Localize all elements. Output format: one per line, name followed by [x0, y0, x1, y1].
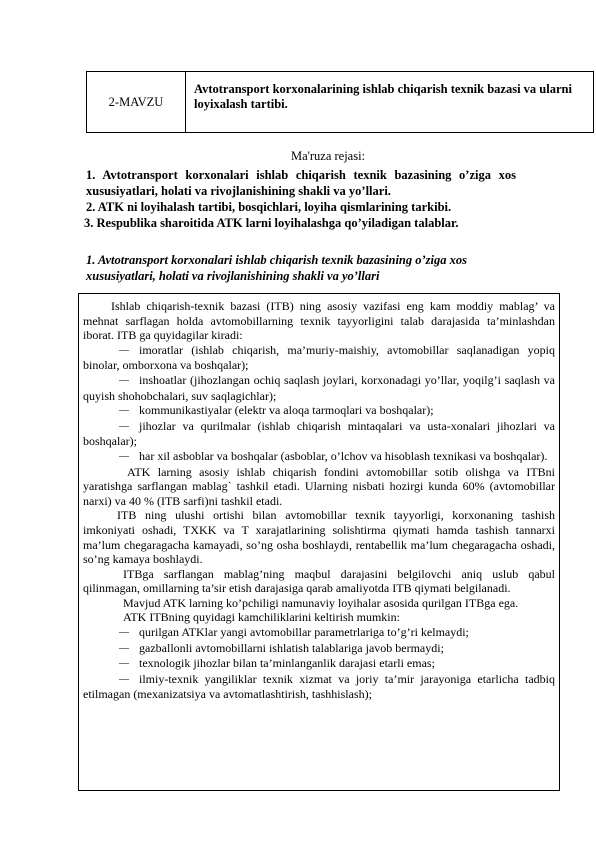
plan-title: Ma'ruza rejasi:	[290, 149, 366, 163]
topic-label: 2-MAVZU	[87, 72, 186, 132]
list-item: — jihozlar va qurilmalar (ishlab chiqarish mintaqalari va usta-xonalari jihozlari va boshqalar);	[83, 418, 555, 449]
list-item: — gazballonli avtomobillarni ishlatish talablariga javob bermaydi;	[119, 640, 444, 655]
paragraph: ITBga sarflangan mablag’ning maqbul darajasini belgilovchi aniq uslub qabul qilinmagan, omillarning ta’sir etish darajasiga qarab amaliyotda ITB qiymati belgilanadi.	[83, 566, 555, 596]
dash-bullet: —	[119, 658, 129, 670]
list-item: — kommunikastiyalar (elektr va aloqa tarmoqlari va boshqalar);	[119, 403, 434, 418]
list-item: — inshoatlar (jihozlangan ochiq saqlash joylari, korxonadagi yo’llar, yoqilg’i saqlash va quyish shohobchalari, suv saqlagichlar);	[83, 372, 555, 403]
paragraph: Ishlab chiqarish-texnik bazasi (ITB) ning asosiy vazifasi eng kam moddiy mablag’ va mehnat sarflagan holda avtomobillarning texnik tayyorligini talab darajasida ta’minlashdan iborat. ITB ga quyidagilar kiradi:	[83, 299, 555, 343]
plan-item: 3. Respublika sharoitida ATK larni loyihalashga qo’yiladigan talablar.	[84, 216, 459, 230]
section-heading: 1. Avtotransport korxonalari ishlab chiqarish texnik bazasining o’ziga xos xususiyatlari, holati va rivojlanishining shakli va yo’llari	[86, 253, 467, 283]
dash-bullet: —	[119, 450, 129, 462]
list-item: — texnologik jihozlar bilan ta’minlanganlik darajasi etarli emas;	[119, 656, 435, 671]
dash-bullet: —	[119, 420, 129, 432]
topic-title: Avtotransport korxonalarining ishlab chiqarish texnik bazasi va ularni loyixalash tartibi.	[194, 82, 572, 111]
plan-list	[86, 167, 516, 231]
dash-bullet: —	[119, 673, 129, 685]
paragraph: Mavjud ATK larning ko’pchiligi namunaviy loyihalar asosida qurilgan ITBga ega.	[123, 595, 519, 610]
plan-item: 1. Avtotransport korxonalari ishlab chiqarish texnik bazasining o’ziga xos xususiyatlari, holati va rivojlanishining shakli va yo’llari.	[86, 168, 516, 198]
list-item: — ilmiy-texnik yangiliklar texnik xizmat va joriy ta’mir jarayoniga etarlicha tadbiq etilmagan (mexanizatsiya va avtomatlashtirish, tashhislash);	[83, 671, 555, 702]
plan-item: 2. ATK ni loyihalash tartibi, bosqichlari, loyiha qismlarining tarkibi.	[86, 200, 452, 214]
paragraph: ATK larning asosiy ishlab chiqarish fondini avtomobillar sotib olishga va ITBni yaratishga sarflangan mablag` tashkil etadi. Ularning nisbati hozirgi kunda 60% (avtomobillar narxi) va 40 % (ITB sarfi)ni tashkil etadi.	[83, 464, 555, 508]
list-item: — har xil asboblar va boshqalar (asboblar, o’lchov va hisoblash texnikasi va boshqalar).	[119, 448, 548, 463]
dash-bullet: —	[119, 627, 129, 639]
content-box	[78, 293, 560, 791]
topic-header-table	[86, 71, 594, 133]
dash-bullet: —	[119, 642, 129, 654]
list-item: — imoratlar (ishlab chiqarish, ma’muriy-maishiy, avtomobillar saqlanadigan yopiq binolar, omborxona va boshqalar);	[83, 342, 555, 373]
paragraph: ATK ITBning quyidagi kamchiliklarini keltirish mumkin:	[123, 610, 400, 625]
list-item: — qurilgan ATKlar yangi avtomobillar parametrlariga to’g’ri kelmaydi;	[119, 625, 469, 640]
dash-bullet: —	[119, 344, 129, 356]
dash-bullet: —	[119, 374, 129, 386]
paragraph: ITB ning ulushi ortishi bilan avtomobillar texnik tayyorligi, korxonaning tashish imkoniyati oshadi, TXKK va T xarajatlarining solishtirma qiymati hamda tashish tannarxi ma’lum chegaragacha kamayadi, so’ng osha boshlaydi, rentabellik ma’lum chegaragacha oshadi, so’ng kamaya boshlaydi.	[83, 508, 555, 567]
dash-bullet: —	[119, 405, 129, 417]
